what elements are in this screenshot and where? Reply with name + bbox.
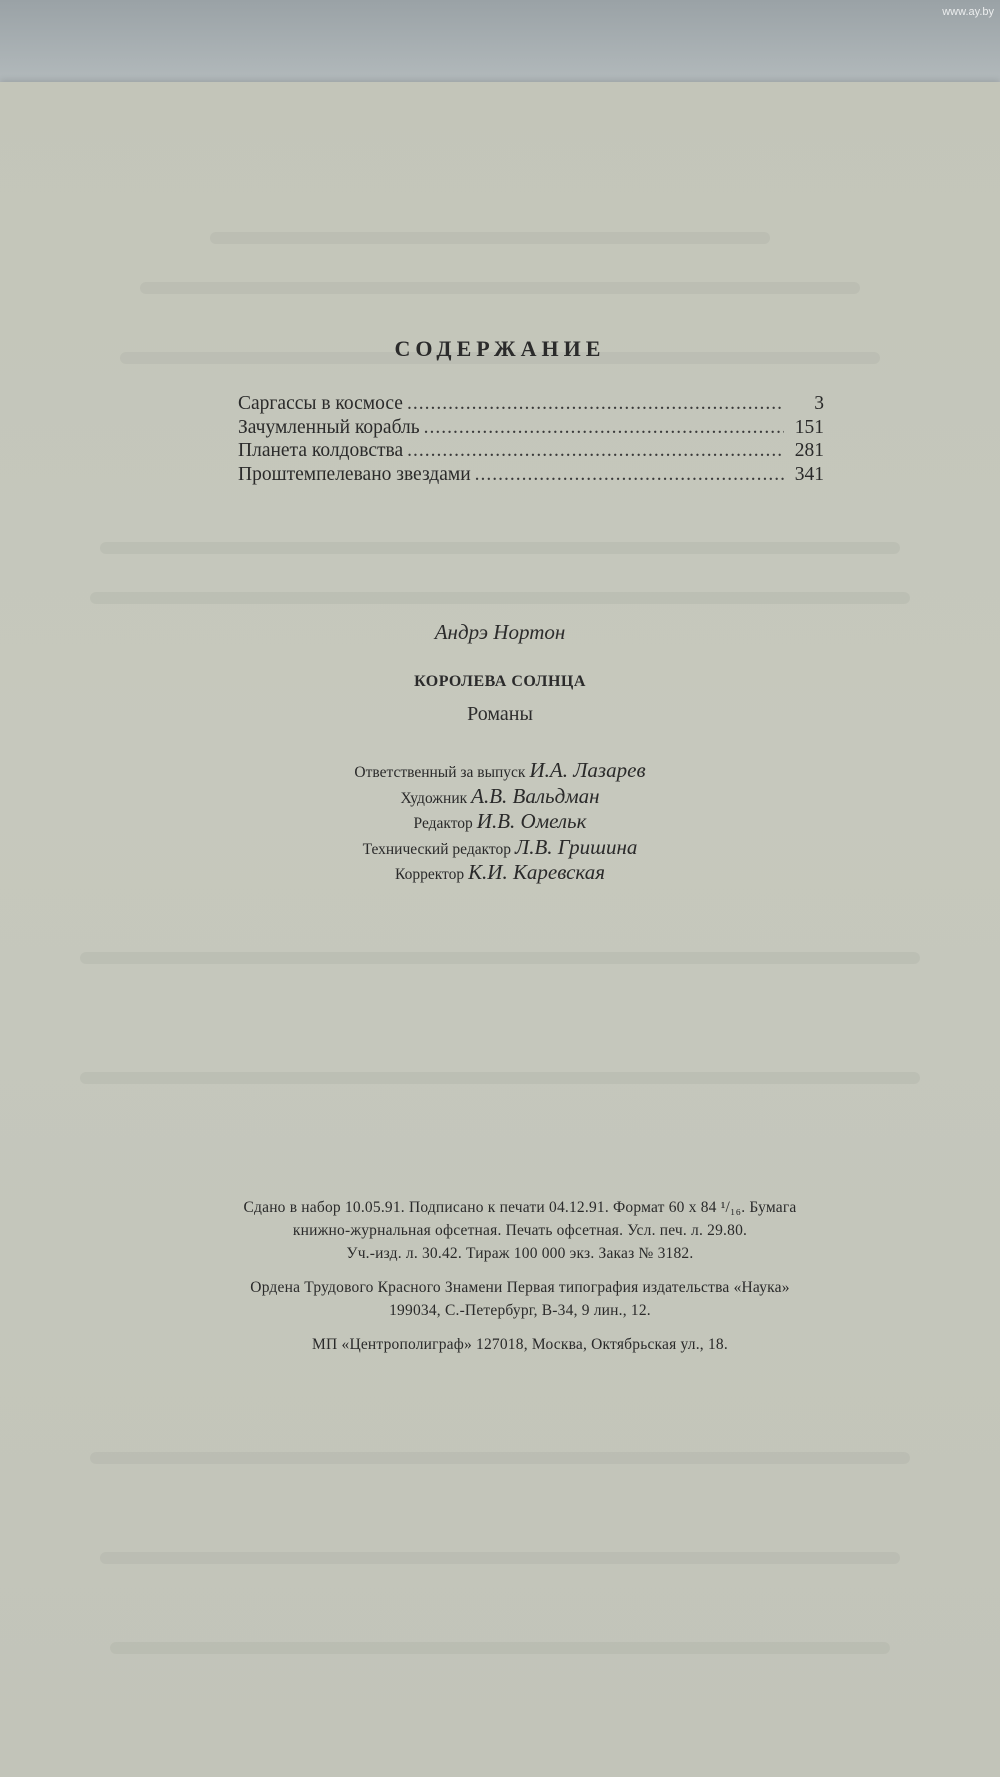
toc-entry-page: 151: [794, 416, 824, 438]
credit-person: И.А. Лазарев: [529, 758, 646, 782]
toc-entry: [238, 440, 824, 464]
credit-role: Технический редактор: [362, 840, 511, 858]
contents-heading: СОДЕРЖАНИЕ: [394, 336, 606, 361]
toc-leader-dots: [424, 417, 784, 439]
toc-entry: [238, 464, 824, 488]
credit-line: [0, 809, 1000, 835]
show-through-text: [100, 1552, 900, 1564]
show-through-text: [140, 282, 860, 294]
book-genre: Романы: [467, 703, 533, 725]
imprint-line: Сдано в набор 10.05.91. Подписано к печати 04.12.91. Формат 60 x 84 ¹/₁₆. Бумага: [243, 1199, 797, 1216]
credit-person: И.В. Омельк: [476, 809, 587, 833]
show-through-text: [110, 1642, 890, 1654]
credit-line: [0, 835, 1000, 861]
show-through-text: [80, 1072, 920, 1084]
show-through-text: [80, 952, 920, 964]
credit-role: Редактор: [413, 815, 473, 832]
credit-role: Ответственный за выпуск: [354, 764, 526, 781]
toc-entry: [238, 393, 824, 417]
credit-line: [0, 784, 1000, 810]
credit-role: Корректор: [395, 866, 465, 883]
imprint-line: книжно-журнальная офсетная. Печать офсетная. Усл. печ. л. 29.80.: [292, 1222, 748, 1239]
toc-leader-dots: [407, 440, 784, 462]
credit-line: [0, 758, 1000, 784]
imprint-line: 199034, С.-Петербург, В-34, 9 лин., 12.: [389, 1302, 651, 1319]
imprint-line: Уч.-изд. л. 30.42. Тираж 100 000 экз. Заказ № 3182.: [346, 1245, 694, 1262]
credit-person: А.В. Вальдман: [471, 783, 600, 808]
toc-entry-page: 3: [814, 393, 824, 414]
imprint-line: Ордена Трудового Красного Знамени Первая типография издательства «Наука»: [250, 1279, 790, 1296]
toc-leader-dots: [407, 393, 784, 415]
toc-entry-title: Проштемпелевано звездами: [238, 463, 471, 485]
credit-role: Художник: [400, 789, 468, 807]
toc-entry-title: Планета колдовства: [238, 440, 404, 461]
toc-entry-title: Зачумленный корабль: [238, 416, 420, 438]
credit-person: Л.В. Гришина: [514, 834, 638, 859]
toc-entry-page: 281: [794, 440, 824, 461]
credit-line: [0, 860, 1000, 886]
show-through-text: [90, 1452, 910, 1464]
watermark: www.ay.by: [942, 6, 994, 18]
toc-entry-title: Саргассы в космосе: [238, 393, 403, 414]
show-through-text: [210, 232, 770, 244]
show-through-text: [100, 542, 900, 554]
book-title: КОРОЛЕВА СОЛНЦА: [414, 673, 586, 690]
toc-entry: [238, 417, 824, 441]
toc-entry-page: 341: [794, 463, 824, 485]
author-name: Андрэ Нортон: [434, 620, 566, 644]
credit-person: К.И. Каревская: [468, 860, 605, 884]
imprint-block: [130, 1196, 910, 1356]
imprint-line: МП «Центрополиграф» 127018, Москва, Октябрьская ул., 18.: [312, 1336, 728, 1353]
toc-leader-dots: [475, 464, 784, 486]
credits-block: [0, 758, 1000, 886]
background-surface: [0, 0, 1000, 88]
show-through-text: [90, 592, 910, 604]
table-of-contents: [238, 393, 824, 487]
